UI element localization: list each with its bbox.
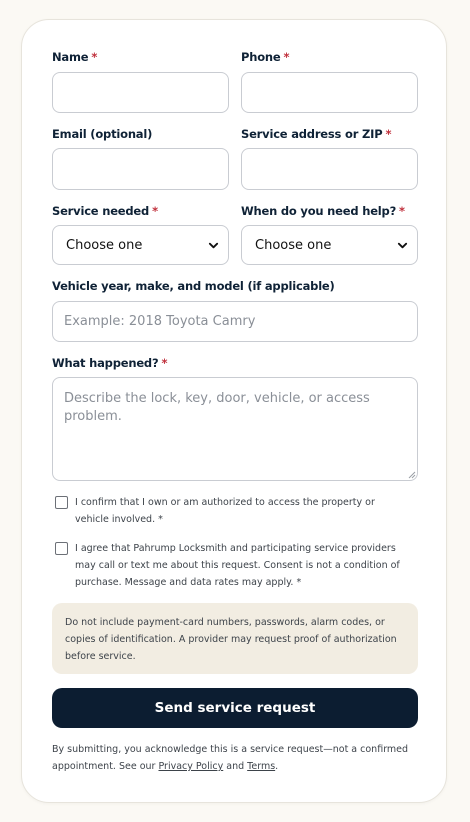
phone-input[interactable] — [241, 72, 418, 113]
authorization-consent-text: I confirm that I own or am authorized to access the property or vehicle involved. * — [75, 497, 375, 525]
service-label: Service needed * — [52, 204, 158, 218]
email-label: Email (optional) — [52, 127, 153, 141]
when-select-value: Choose one — [255, 237, 332, 253]
email-input[interactable] — [52, 148, 229, 190]
address-input[interactable] — [241, 148, 418, 190]
resize-handle-icon[interactable] — [408, 471, 416, 479]
required-mark: * — [161, 356, 168, 370]
required-mark: * — [91, 50, 98, 64]
required-mark: * — [158, 514, 163, 525]
when-select[interactable] — [241, 225, 418, 265]
privacy-policy-link[interactable]: Privacy Policy — [158, 761, 224, 772]
phone-label: Phone * — [241, 50, 290, 64]
what-happened-label: What happened? * — [52, 356, 168, 370]
send-service-request-button[interactable]: Send service request — [52, 688, 418, 728]
submission-disclaimer: By submitting, you acknowledge this is a service request—not a confirmed appointment. See our Privacy Policy and Terms. — [52, 744, 409, 772]
service-select-value: Choose one — [66, 237, 143, 253]
chevron-down-icon — [397, 240, 408, 251]
required-mark: * — [283, 50, 290, 64]
required-mark: * — [296, 577, 302, 588]
terms-link[interactable]: Terms — [247, 761, 276, 772]
authorization-checkbox[interactable] — [55, 496, 68, 509]
name-label: Name * — [52, 50, 98, 64]
contact-consent-checkbox[interactable] — [55, 542, 68, 555]
service-select[interactable] — [52, 225, 229, 265]
required-mark: * — [152, 204, 158, 218]
privacy-notice: Do not include payment-card numbers, passwords, alarm codes, or copies of identification. A provider may request proof of authorization before service. — [52, 603, 418, 674]
what-happened-textarea[interactable] — [52, 377, 418, 481]
contact-consent-text: I agree that Pahrump Locksmith and participating service providers may call or text me about this request. Consent is not a condition of purchase. Message and data rates may apply. * — [75, 543, 400, 588]
chevron-down-icon — [208, 240, 219, 251]
name-input[interactable] — [52, 72, 229, 113]
vehicle-label: Vehicle year, make, and model (if applicable) — [52, 279, 335, 293]
address-label: Service address or ZIP * — [241, 127, 392, 141]
vehicle-input[interactable] — [52, 301, 418, 342]
required-mark: * — [399, 204, 405, 218]
required-mark: * — [385, 127, 392, 141]
when-label: When do you need help? * — [241, 204, 405, 218]
